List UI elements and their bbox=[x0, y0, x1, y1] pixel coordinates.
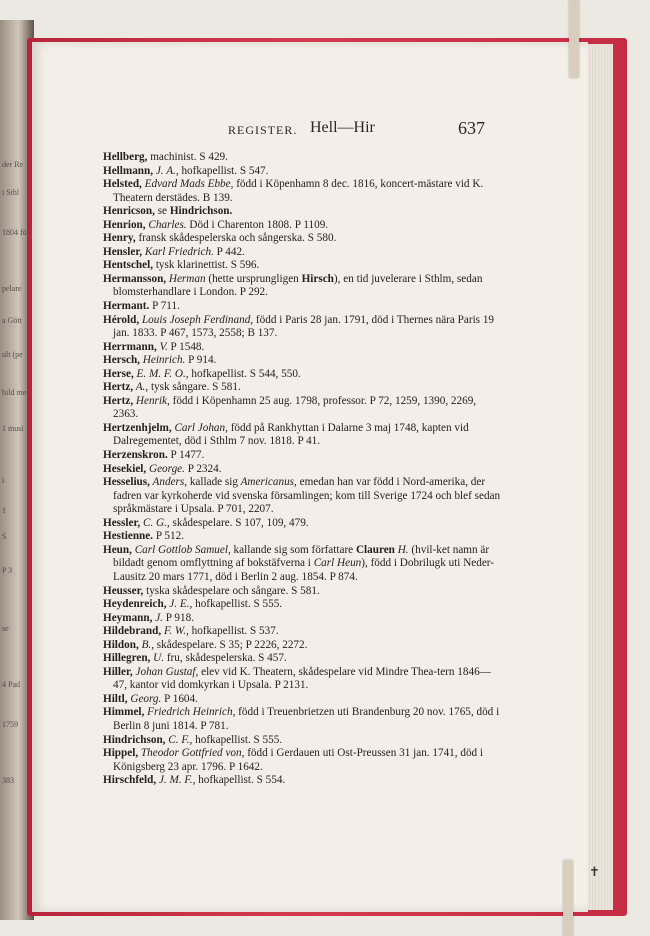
register-entry bbox=[103, 246, 503, 260]
entry-text: P 442. bbox=[213, 245, 245, 258]
entry-name: Edvard Mads Ebbe, bbox=[141, 178, 234, 191]
register-entry bbox=[103, 476, 503, 517]
left-fragment: 383 bbox=[2, 776, 14, 785]
entry-text: P 914. bbox=[185, 354, 217, 367]
entry-headword: Hertzenhjelm, bbox=[103, 421, 172, 434]
entry-name-2: H. bbox=[394, 543, 409, 556]
entry-headword: Henrion, bbox=[103, 218, 146, 231]
entry-headword: Hiltl, bbox=[103, 692, 128, 705]
register-entry bbox=[103, 598, 503, 612]
register-entry bbox=[103, 530, 503, 544]
page-number: 637 bbox=[458, 118, 485, 138]
left-fragment: 1804 fö bbox=[2, 228, 27, 237]
entry-headword: Hildon, bbox=[103, 638, 139, 651]
entry-headword: Heusser, bbox=[103, 584, 144, 597]
register-entry bbox=[103, 314, 503, 341]
entry-name: Carl Johan, bbox=[171, 421, 228, 434]
entry-headword: Hellmann, bbox=[103, 164, 154, 177]
entry-text: född i Gerdauen uti Ost-Preussen 31 jan. 1741, död i Königsberg 23 apr. 1796. P 1642. bbox=[113, 747, 484, 773]
entry-headword-2: Hindrichson. bbox=[167, 205, 233, 218]
left-fragment: pelare bbox=[2, 284, 22, 293]
register-entry bbox=[103, 273, 503, 300]
entry-name: Charles. bbox=[145, 218, 187, 231]
entry-name: J. E., bbox=[166, 598, 193, 611]
entry-headword: Hindrichson, bbox=[103, 733, 166, 746]
entry-name: Herman bbox=[166, 272, 206, 285]
left-fragment: bild me bbox=[2, 388, 27, 397]
running-head bbox=[228, 119, 488, 141]
entry-headword-2: Hirsch bbox=[298, 272, 334, 285]
entry-name: J. M. F., bbox=[156, 774, 196, 787]
entry-text: P 711. bbox=[149, 300, 180, 313]
entry-headword: Hesekiel, bbox=[103, 462, 147, 475]
register-entry bbox=[103, 219, 503, 233]
entry-name: Friedrich Heinrich, bbox=[144, 706, 236, 719]
entry-headword: Himmel, bbox=[103, 706, 145, 719]
entry-headword: Helsted, bbox=[103, 178, 142, 191]
entry-text: född på Rankhyttan i Dalarne 3 maj 1748, kapten vid Dalregementet, död i Sthlm 7 nov. 1818. P 41. bbox=[113, 421, 469, 448]
entry-text: P 1548. bbox=[167, 340, 205, 353]
entry-name: Theodor Gottfried von, bbox=[138, 747, 245, 760]
entry-headword: Hirschfeld, bbox=[103, 774, 157, 787]
entry-headword: Hillegren, bbox=[103, 652, 151, 665]
entry-headword: Hellberg, bbox=[103, 151, 148, 163]
entry-headword-2: Clauren bbox=[353, 543, 395, 556]
entry-text: P 2324. bbox=[184, 462, 222, 475]
register-entry bbox=[103, 652, 503, 666]
entry-text-3: ), född i Dobrilugk uti Neder-Lausitz 20 mars 1771, död i Berlin 2 aug. 1854. P 874. bbox=[113, 557, 495, 583]
entry-text: hofkapellist. S 547. bbox=[178, 164, 269, 177]
entry-name: Anders, bbox=[149, 476, 188, 489]
left-fragment: der Re bbox=[2, 160, 24, 169]
register-entry bbox=[103, 706, 503, 733]
left-fragment: i bbox=[2, 476, 5, 485]
register-entry bbox=[103, 693, 503, 707]
register-entry bbox=[103, 774, 503, 788]
entry-text: skådespelare. S 35; P 2226, 2272. bbox=[154, 638, 308, 651]
entry-text: se bbox=[154, 205, 168, 218]
entry-headword: Hertz, bbox=[103, 394, 134, 407]
entry-text: Död i Charenton 1808. P 1109. bbox=[186, 218, 329, 231]
left-fragment: se bbox=[2, 624, 9, 633]
entry-text-2: ), en tid juvelerare i Sthlm, sedan blomsterhandlare i London. P 292. bbox=[113, 272, 483, 299]
entry-name: V. bbox=[156, 340, 168, 353]
entry-headword: Hensler, bbox=[103, 245, 143, 258]
entry-text: född i Paris 28 jan. 1791, död i Thernes nära Paris 19 jan. 1833. P 467, 1573, 2558; B 137. bbox=[113, 313, 495, 340]
entry-text: född i Treuenbrietzen uti Brandenburg 20 nov. 1765, död i Berlin 8 juni 1814. P 781. bbox=[113, 706, 500, 732]
entry-text: hofkapellist. S 555. bbox=[192, 733, 283, 746]
entry-headword: Hermant. bbox=[103, 300, 150, 313]
alphabetical-range: Hell—Hir bbox=[310, 119, 375, 136]
entry-headword: Heymann, bbox=[103, 611, 153, 624]
register-entry bbox=[103, 341, 503, 355]
section-label: REGISTER. bbox=[228, 123, 298, 137]
entry-name-2: Americanus, bbox=[237, 476, 297, 489]
entry-text: hofkapellist. S 544, 550. bbox=[188, 367, 301, 380]
register-entry bbox=[103, 585, 503, 599]
entry-headword: Hentschel, bbox=[103, 259, 154, 272]
register-entry bbox=[103, 165, 503, 179]
entry-text: hofkapellist. S 555. bbox=[192, 598, 283, 611]
register-entry bbox=[103, 734, 503, 748]
left-fragment: 4 Pad bbox=[2, 680, 20, 689]
register-entry bbox=[103, 612, 503, 626]
entry-text: född i Köpenhamn 25 aug. 1798, professor. P 72, 1259, 1390, 2269, 2363. bbox=[113, 394, 477, 421]
left-fragment: S bbox=[2, 532, 7, 541]
entry-text: fransk skådespelerska och sångerska. S 580. bbox=[135, 232, 337, 245]
entry-headword: Hersch, bbox=[103, 354, 140, 367]
left-fragment: P 3 bbox=[2, 566, 13, 575]
entry-name: George. bbox=[146, 462, 185, 475]
entry-name: B., bbox=[138, 638, 154, 651]
register-entry bbox=[103, 232, 503, 246]
entry-text: P 1604. bbox=[161, 692, 198, 705]
entry-headword: Hérold, bbox=[103, 313, 140, 326]
entry-name: Heinrich. bbox=[139, 354, 186, 367]
entry-name: Louis Joseph Ferdinand, bbox=[139, 313, 254, 326]
entry-headword: Heydenreich, bbox=[103, 598, 167, 611]
bookmark-ribbon-top bbox=[569, 0, 579, 78]
register-entry bbox=[103, 639, 503, 653]
entry-text: fru, skådespelerska. S 457. bbox=[164, 652, 287, 665]
register-entry bbox=[103, 381, 503, 395]
entry-headword: Hesselius, bbox=[103, 476, 150, 489]
register-entry bbox=[103, 463, 503, 477]
entry-headword: Herzenskron. bbox=[103, 449, 168, 462]
entry-headword: Hildebrand, bbox=[103, 625, 162, 638]
left-fragment: a Gött bbox=[2, 316, 22, 325]
register-entry bbox=[103, 354, 503, 368]
entry-name: J. bbox=[152, 611, 163, 624]
entry-text: machinist. S 429. bbox=[147, 151, 228, 163]
bookmark-ribbon-bottom bbox=[563, 860, 573, 936]
entry-name: Carl Gottlob Samuel, bbox=[131, 543, 231, 556]
entry-headword: Hippel, bbox=[103, 747, 139, 760]
entry-name: Karl Friedrich. bbox=[142, 245, 214, 258]
entry-name: E. M. F. O., bbox=[133, 367, 189, 380]
entry-name: Johan Gustaf, bbox=[132, 665, 199, 678]
register-entry bbox=[103, 178, 503, 205]
left-fragment: 1 musi bbox=[2, 424, 24, 433]
register-entry bbox=[103, 422, 503, 449]
entry-headword: Herse, bbox=[103, 367, 134, 380]
entry-text: hofkapellist. S 554. bbox=[195, 774, 286, 787]
entry-text: tysk sångare. S 581. bbox=[148, 381, 241, 394]
left-fragment: 1759 bbox=[2, 720, 18, 729]
entry-headword: Hertz, bbox=[103, 381, 134, 394]
entry-text: skådespelare. S 107, 109, 479. bbox=[169, 516, 309, 529]
entry-headword: Henry, bbox=[103, 232, 136, 245]
entry-name: A., bbox=[133, 381, 149, 394]
left-fragment: i Sthl bbox=[2, 188, 20, 197]
entry-name: C. F., bbox=[165, 733, 193, 746]
entry-text: (hette ursprungligen bbox=[205, 272, 299, 285]
register-entry bbox=[103, 395, 503, 422]
register-entry bbox=[103, 368, 503, 382]
entry-name: Georg. bbox=[127, 692, 162, 705]
entry-name: J. A., bbox=[153, 164, 179, 177]
entry-headword: Hessler, bbox=[103, 516, 141, 529]
register-entry bbox=[103, 544, 503, 585]
entry-name-3: Carl Heun bbox=[310, 557, 362, 570]
entry-text: P 1477. bbox=[167, 449, 205, 462]
entry-text-2: emedan han var född i Nord-amerika, der fadren var kyrkoherde vid svenska församlingen; kom till Sverige 1724 och blef sedan språkmästare i Upsala. P 701, 2207. bbox=[113, 476, 501, 516]
entry-name: F. W., bbox=[161, 625, 189, 638]
register-entry bbox=[103, 300, 503, 314]
register-entry bbox=[103, 666, 503, 693]
register-entry bbox=[103, 259, 503, 273]
page-stack-edge bbox=[585, 44, 613, 910]
entry-text: född i Köpenhamn 8 dec. 1816, koncert-mästare vid K. Theatern derstädes. B 139. bbox=[113, 178, 484, 204]
entry-name: Henrik, bbox=[133, 394, 170, 407]
register-entries bbox=[103, 151, 503, 788]
entry-text: P 918. bbox=[162, 611, 194, 624]
entry-text: hofkapellist. S 537. bbox=[188, 625, 279, 638]
register-entry bbox=[103, 625, 503, 639]
entry-text: tyska skådespelare och sångare. S 581. bbox=[143, 584, 320, 597]
entry-text: kallade sig bbox=[187, 476, 238, 489]
entry-text: kallande sig som författare bbox=[230, 543, 354, 556]
entry-headword: Hiller, bbox=[103, 665, 133, 678]
register-entry bbox=[103, 151, 503, 165]
register-entry bbox=[103, 747, 503, 774]
entry-headword: Henricson, bbox=[103, 205, 155, 218]
corner-mark: ✝ bbox=[589, 864, 600, 879]
entry-text-2: (hvil-ket namn är bildadt genom omflyttning af bokstäfverna i bbox=[113, 543, 490, 570]
entry-name: U. bbox=[150, 652, 165, 665]
left-fragment: 1 bbox=[2, 506, 6, 515]
entry-text: elev vid K. Theatern, skådespelare vid Mindre Thea-tern 1846—47, kantor vid domkyrkan i Upsala. P 2131. bbox=[113, 665, 491, 692]
entry-name: C. G., bbox=[140, 516, 170, 529]
entry-text: tysk klarinettist. S 596. bbox=[153, 259, 260, 272]
entry-headword: Hermansson, bbox=[103, 272, 167, 285]
register-entry bbox=[103, 517, 503, 531]
register-entry bbox=[103, 449, 503, 463]
entry-text: P 512. bbox=[153, 530, 185, 543]
entry-headword: Hestienne. bbox=[103, 530, 154, 543]
entry-headword: Herrmann, bbox=[103, 340, 157, 353]
left-fragment: ult (pe bbox=[2, 350, 23, 359]
entry-headword: Heun, bbox=[103, 543, 132, 556]
register-entry bbox=[103, 205, 503, 219]
